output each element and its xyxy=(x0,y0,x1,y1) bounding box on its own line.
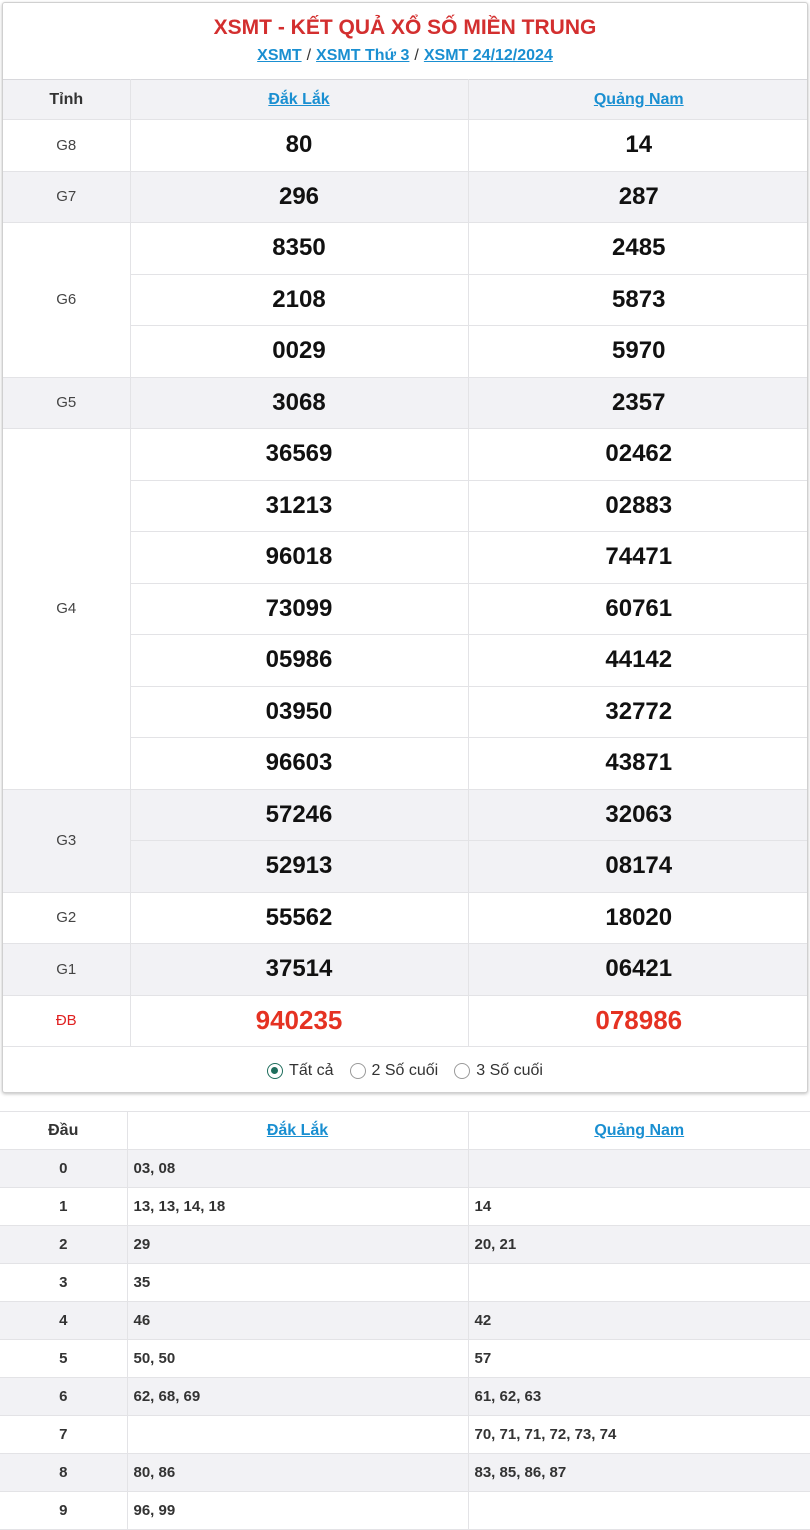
prize-label: G7 xyxy=(3,171,130,223)
page-title: XSMT - KẾT QUẢ XỔ SỐ MIỀN TRUNG xyxy=(213,16,597,39)
prize-number: 96603 xyxy=(130,738,468,790)
filter-option-2-digits[interactable] xyxy=(350,1062,439,1080)
head-digit: 4 xyxy=(0,1302,127,1340)
prize-number: 2357 xyxy=(468,377,808,429)
results-table xyxy=(3,79,808,1047)
breadcrumb-xsmt-thu-3[interactable]: XSMT Thứ 3 xyxy=(316,47,410,64)
head-digit-row xyxy=(0,1264,810,1302)
special-prize-number: 940235 xyxy=(130,995,468,1047)
tail-list-dak-lak: 96, 99 xyxy=(127,1492,468,1530)
head-digit-row xyxy=(0,1454,810,1492)
prize-row xyxy=(3,429,808,481)
prize-number: 32063 xyxy=(468,789,808,841)
province-link-quang-nam[interactable]: Quảng Nam xyxy=(594,1121,685,1139)
prize-number: 296 xyxy=(130,171,468,223)
head-digit: 7 xyxy=(0,1416,127,1454)
head-digit-table xyxy=(0,1111,810,1530)
prize-label: G5 xyxy=(3,377,130,429)
results-body xyxy=(3,120,808,1047)
province-link-dak-lak[interactable]: Đắk Lắk xyxy=(268,90,330,108)
head-digit: 9 xyxy=(0,1492,127,1530)
tail-list-quang-nam xyxy=(468,1492,810,1530)
prize-number: 57246 xyxy=(130,789,468,841)
prize-number: 08174 xyxy=(468,841,808,893)
prize-number: 2108 xyxy=(130,274,468,326)
prize-label: G8 xyxy=(3,120,130,172)
prize-number: 0029 xyxy=(130,326,468,378)
prize-row xyxy=(3,377,808,429)
prize-label: ĐB xyxy=(3,995,130,1047)
filter-option-label: Tất cả xyxy=(289,1062,334,1079)
prize-row xyxy=(3,892,808,944)
prize-row xyxy=(3,944,808,996)
prize-row xyxy=(3,171,808,223)
results-card xyxy=(2,2,808,1093)
tail-list-quang-nam: 83, 85, 86, 87 xyxy=(468,1454,810,1492)
radio-unselected-icon[interactable] xyxy=(350,1063,366,1079)
prize-number: 37514 xyxy=(130,944,468,996)
tail-list-dak-lak: 03, 08 xyxy=(127,1150,468,1188)
head-digit: 2 xyxy=(0,1226,127,1264)
filter-option-all[interactable] xyxy=(267,1062,333,1080)
breadcrumb xyxy=(3,45,807,67)
prize-row xyxy=(3,789,808,841)
breadcrumb-separator: / xyxy=(306,47,312,64)
tail-list-quang-nam xyxy=(468,1264,810,1302)
prize-label: G3 xyxy=(3,789,130,892)
prize-number: 18020 xyxy=(468,892,808,944)
radio-selected-icon[interactable] xyxy=(267,1063,283,1079)
prize-number: 74471 xyxy=(468,532,808,584)
head-digit: 3 xyxy=(0,1264,127,1302)
special-prize-number: 078986 xyxy=(468,995,808,1047)
prize-number: 05986 xyxy=(130,635,468,687)
prize-row xyxy=(3,995,808,1047)
tail-list-quang-nam: 20, 21 xyxy=(468,1226,810,1264)
province-link-quang-nam[interactable]: Quảng Nam xyxy=(593,90,684,108)
prize-label: G4 xyxy=(3,429,130,790)
prize-number: 96018 xyxy=(130,532,468,584)
tail-list-dak-lak: 80, 86 xyxy=(127,1454,468,1492)
tail-list-quang-nam: 61, 62, 63 xyxy=(468,1378,810,1416)
prize-number: 31213 xyxy=(130,480,468,532)
tail-list-dak-lak: 62, 68, 69 xyxy=(127,1378,468,1416)
tail-list-dak-lak: 13, 13, 14, 18 xyxy=(127,1188,468,1226)
head-digit-row xyxy=(0,1150,810,1188)
prize-label: G1 xyxy=(3,944,130,996)
province-column-header: Tỉnh xyxy=(3,80,130,120)
results-header xyxy=(3,3,807,79)
prize-number: 32772 xyxy=(468,686,808,738)
tail-list-dak-lak xyxy=(127,1416,468,1454)
breadcrumb-xsmt[interactable]: XSMT xyxy=(257,47,302,64)
head-digit-column-header: Đầu xyxy=(0,1112,127,1150)
prize-number: 80 xyxy=(130,120,468,172)
prize-label: G6 xyxy=(3,223,130,378)
tail-list-dak-lak: 50, 50 xyxy=(127,1340,468,1378)
tail-list-quang-nam: 70, 71, 71, 72, 73, 74 xyxy=(468,1416,810,1454)
head-digit: 6 xyxy=(0,1378,127,1416)
tail-list-quang-nam xyxy=(468,1150,810,1188)
prize-number: 44142 xyxy=(468,635,808,687)
head-digit: 1 xyxy=(0,1188,127,1226)
digit-filter xyxy=(3,1047,807,1093)
filter-option-3-digits[interactable] xyxy=(454,1062,543,1080)
tail-list-dak-lak: 35 xyxy=(127,1264,468,1302)
prize-label: G2 xyxy=(3,892,130,944)
prize-number: 287 xyxy=(468,171,808,223)
head-digit: 5 xyxy=(0,1340,127,1378)
prize-number: 60761 xyxy=(468,583,808,635)
filter-option-label: 2 Số cuối xyxy=(371,1062,439,1079)
prize-number: 3068 xyxy=(130,377,468,429)
prize-number: 02462 xyxy=(468,429,808,481)
prize-number: 55562 xyxy=(130,892,468,944)
prize-number: 06421 xyxy=(468,944,808,996)
tail-list-dak-lak: 46 xyxy=(127,1302,468,1340)
head-digit-row xyxy=(0,1416,810,1454)
prize-number: 43871 xyxy=(468,738,808,790)
head-digit-row xyxy=(0,1188,810,1226)
filter-option-label: 3 Số cuối xyxy=(476,1062,543,1079)
prize-number: 52913 xyxy=(130,841,468,893)
head-digit: 8 xyxy=(0,1454,127,1492)
province-link-dak-lak[interactable]: Đắk Lắk xyxy=(266,1121,329,1139)
tail-list-quang-nam: 42 xyxy=(468,1302,810,1340)
head-digit-row xyxy=(0,1302,810,1340)
head-digit-row xyxy=(0,1340,810,1378)
results-header-row xyxy=(3,80,808,120)
prize-row xyxy=(3,120,808,172)
prize-number: 03950 xyxy=(130,686,468,738)
prize-number: 2485 xyxy=(468,223,808,275)
prize-number: 02883 xyxy=(468,480,808,532)
prize-number: 5970 xyxy=(468,326,808,378)
prize-number: 36569 xyxy=(130,429,468,481)
radio-unselected-icon[interactable] xyxy=(454,1063,470,1079)
tail-list-dak-lak: 29 xyxy=(127,1226,468,1264)
breadcrumb-xsmt-date[interactable]: XSMT 24/12/2024 xyxy=(423,47,553,64)
prize-number: 73099 xyxy=(130,583,468,635)
prize-number: 14 xyxy=(468,120,808,172)
tail-list-quang-nam: 57 xyxy=(468,1340,810,1378)
prize-row xyxy=(3,223,808,275)
breadcrumb-separator: / xyxy=(414,47,419,64)
head-digit-row xyxy=(0,1492,810,1530)
tail-list-quang-nam: 14 xyxy=(468,1188,810,1226)
head-digit-body xyxy=(0,1150,810,1530)
prize-number: 5873 xyxy=(468,274,808,326)
head-digit-row xyxy=(0,1378,810,1416)
head-digit: 0 xyxy=(0,1150,127,1188)
head-digit-header-row xyxy=(0,1112,810,1150)
prize-number: 8350 xyxy=(130,223,468,275)
head-digit-row xyxy=(0,1226,810,1264)
